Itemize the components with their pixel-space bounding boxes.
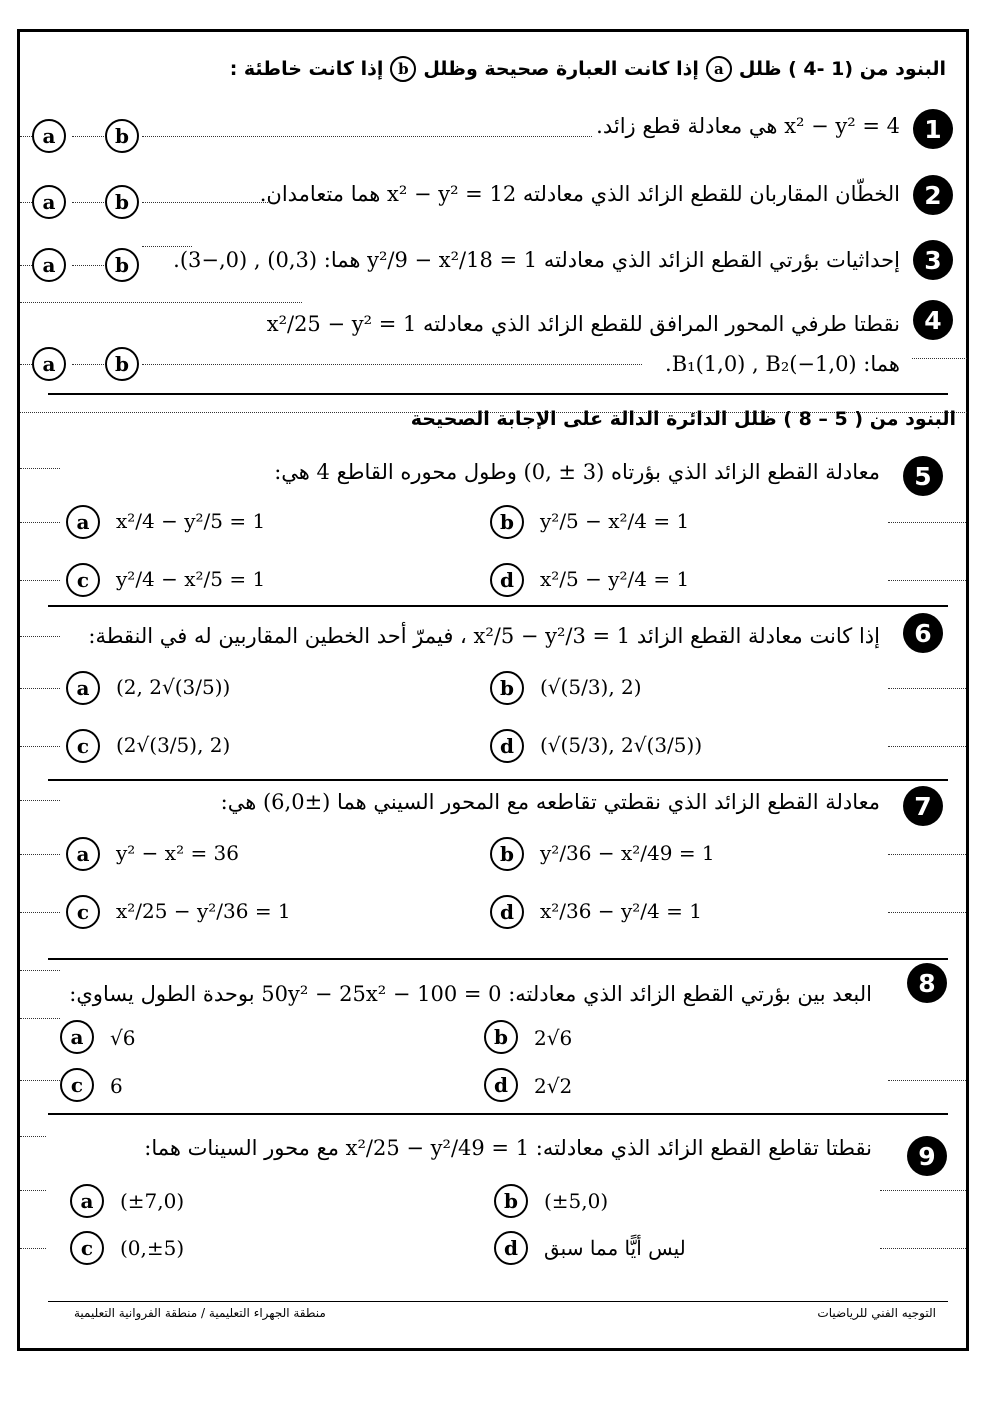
margin-line — [20, 854, 60, 855]
q1-option-a[interactable]: a — [32, 119, 66, 153]
q9-option-c: (0,±5) — [120, 1236, 185, 1260]
q7-option-c: x²/25 − y²/36 = 1 — [116, 899, 291, 923]
q7-option-d-circle[interactable]: d — [490, 895, 524, 929]
footer-rule — [48, 1301, 948, 1302]
margin-line — [72, 136, 104, 137]
q3-option-a[interactable]: a — [32, 248, 66, 282]
margin-line — [20, 580, 60, 581]
q7-option-b: y²/36 − x²/49 = 1 — [540, 841, 715, 865]
margin-line — [20, 1248, 46, 1249]
q1-option-b[interactable]: b — [105, 119, 139, 153]
question-number-8: 8 — [907, 963, 947, 1003]
margin-line — [20, 970, 60, 971]
q7-option-d: x²/36 − y²/4 = 1 — [540, 899, 702, 923]
q6-option-c-circle[interactable]: c — [66, 729, 100, 763]
margin-line — [888, 1080, 966, 1081]
question-number-6: 6 — [903, 613, 943, 653]
q9-option-d-circle[interactable]: d — [494, 1231, 528, 1265]
margin-line — [880, 1190, 966, 1191]
margin-line — [20, 468, 60, 469]
question-6-text: إذا كانت معادلة القطع الزائد x²/5 − y²/3 = 1 ، فيمرّ أحد الخطين المقاربين له في النقطة: — [88, 624, 880, 648]
margin-line — [20, 364, 32, 365]
q6-option-a: (2, 2√(3/5)) — [116, 675, 231, 699]
margin-line — [888, 854, 966, 855]
margin-line — [20, 1136, 46, 1137]
margin-line — [888, 746, 966, 747]
question-number-5: 5 — [903, 456, 943, 496]
margin-line — [72, 364, 104, 365]
q5-option-d: x²/5 − y²/4 = 1 — [540, 567, 690, 591]
q8-option-c: 6 — [110, 1074, 123, 1098]
q8-option-d-circle[interactable]: d — [484, 1068, 518, 1102]
question-8-text: البعد بين بؤرتي القطع الزائد الذي معادلته: 50y² − 25x² − 100 = 0 بوحدة الطول يساوي: — [69, 982, 872, 1006]
q4-option-a[interactable]: a — [32, 347, 66, 381]
header-badge-b: b — [390, 56, 416, 82]
section1-header — [230, 56, 946, 82]
question-4-text-line2 — [665, 352, 900, 376]
margin-line — [20, 800, 60, 801]
answer-line — [142, 136, 592, 137]
q8-option-c-circle[interactable]: c — [60, 1068, 94, 1102]
section2-header: البنود من ( 5 – 8 ) ظلل الدائرة الدالة على الإجابة الصحيحة — [410, 408, 956, 430]
margin-line — [20, 1080, 60, 1081]
q8-option-b-circle[interactable]: b — [484, 1020, 518, 1054]
question-number-1: 1 — [913, 109, 953, 149]
margin-line — [20, 636, 60, 637]
margin-line — [912, 358, 967, 359]
q9-option-b-circle[interactable]: b — [494, 1184, 528, 1218]
q6-option-b-circle[interactable]: b — [490, 671, 524, 705]
q6-option-b: (√(5/3), 2) — [540, 675, 642, 699]
q5-option-c: y²/4 − x²/5 = 1 — [116, 567, 266, 591]
question-9-text: نقطتا تقاطع القطع الزائد الذي معادلته: x²/25 − y²/49 = 1 مع محور السينات هما: — [144, 1136, 872, 1160]
q8-option-a: √6 — [110, 1026, 136, 1050]
question-2-text — [260, 182, 900, 206]
question-4-text — [267, 312, 900, 336]
answer-line — [142, 202, 272, 203]
q5-option-a: x²/4 − y²/5 = 1 — [116, 509, 266, 533]
q8-option-d: 2√2 — [534, 1074, 573, 1098]
q7-option-c-circle[interactable]: c — [66, 895, 100, 929]
q5-option-a-circle[interactable]: a — [66, 505, 100, 539]
margin-line — [20, 746, 60, 747]
margin-line — [880, 1248, 966, 1249]
margin-line — [888, 580, 966, 581]
q9-option-b: (±5,0) — [544, 1189, 609, 1213]
question-1-text — [596, 114, 900, 138]
question-number-2: 2 — [913, 175, 953, 215]
margin-line — [20, 522, 60, 523]
q3-option-b[interactable]: b — [105, 248, 139, 282]
q5-option-d-circle[interactable]: d — [490, 563, 524, 597]
answer-line — [142, 364, 642, 365]
q8-option-a-circle[interactable]: a — [60, 1020, 94, 1054]
q4-text2: هما: B₁(1,0) , B₂(−1,0). — [665, 352, 900, 376]
q3-text: إحداثيات بؤرتي القطع الزائد الذي معادلته y²/9 − x²/18 = 1 هما: (0,3) , (0,−3). — [173, 248, 900, 272]
q9-option-a-circle[interactable]: a — [70, 1184, 104, 1218]
divider — [48, 1113, 948, 1115]
q6-option-c: (2√(3/5), 2) — [116, 733, 231, 757]
question-5-text: معادلة القطع الزائد الذي بؤرتاه (3 ± ,0) وطول محوره القاطع 4 هي: — [274, 460, 880, 484]
q6-option-a-circle[interactable]: a — [66, 671, 100, 705]
q9-option-d: ليس أيًّا مما سبق — [544, 1236, 686, 1260]
header-badge-a: a — [706, 56, 732, 82]
q2-text: الخطّان المقاربان للقطع الزائد الذي معادلته x² − y² = 12 هما متعامدان. — [259, 182, 900, 206]
question-number-7: 7 — [903, 786, 943, 826]
answer-line — [142, 246, 192, 247]
answer-line — [20, 302, 302, 303]
margin-line — [888, 522, 966, 523]
footer-right: التوجيه الفني للرياضيات — [817, 1306, 936, 1320]
q4-text: نقطتا طرفي المحور المرافق للقطع الزائد الذي معادلته x²/25 − y² = 1 — [266, 312, 900, 336]
margin-line — [888, 912, 966, 913]
q5-option-b-circle[interactable]: b — [490, 505, 524, 539]
q7-option-b-circle[interactable]: b — [490, 837, 524, 871]
header-mid: إذا كانت العبارة صحيحة وظلل — [423, 58, 699, 80]
q1-text: x² − y² = 4 هي معادلة قطع زائد. — [596, 114, 900, 138]
margin-line — [20, 688, 60, 689]
divider — [48, 605, 948, 607]
question-number-9: 9 — [907, 1136, 947, 1176]
margin-line — [72, 202, 104, 203]
question-number-4: 4 — [913, 300, 953, 340]
divider — [48, 779, 948, 781]
footer-left: منطقة الجهراء التعليمية / منطقة الفروانية التعليمية — [74, 1306, 326, 1320]
q7-option-a-circle[interactable]: a — [66, 837, 100, 871]
question-7-text: معادلة القطع الزائد الذي نقطتي تقاطعه مع المحور السيني هما (±6,0) هي: — [220, 790, 880, 814]
margin-line — [20, 265, 32, 266]
divider — [48, 958, 948, 960]
q2-option-a[interactable]: a — [32, 185, 66, 219]
header-start: البنود من (1 -4 ) ظلل — [738, 58, 946, 80]
question-3-text — [173, 248, 900, 272]
q6-option-d-circle[interactable]: d — [490, 729, 524, 763]
q9-option-a: (±7,0) — [120, 1189, 185, 1213]
q4-option-b[interactable]: b — [105, 347, 139, 381]
margin-line — [20, 912, 60, 913]
question-number-3: 3 — [913, 240, 953, 280]
margin-line — [20, 1018, 60, 1019]
q7-option-a: y² − x² = 36 — [116, 841, 240, 865]
q2-option-b[interactable]: b — [105, 185, 139, 219]
margin-line — [20, 136, 32, 137]
margin-line — [20, 202, 32, 203]
margin-line — [72, 265, 104, 266]
header-end: إذا كانت خاطئة : — [229, 58, 384, 80]
q9-option-c-circle[interactable]: c — [70, 1231, 104, 1265]
margin-line — [888, 688, 966, 689]
q8-option-b: 2√6 — [534, 1026, 573, 1050]
q5-option-b: y²/5 − x²/4 = 1 — [540, 509, 690, 533]
q5-option-c-circle[interactable]: c — [66, 563, 100, 597]
divider — [48, 393, 948, 395]
margin-line — [20, 1190, 46, 1191]
q6-option-d: (√(5/3), 2√(3/5)) — [540, 733, 703, 757]
